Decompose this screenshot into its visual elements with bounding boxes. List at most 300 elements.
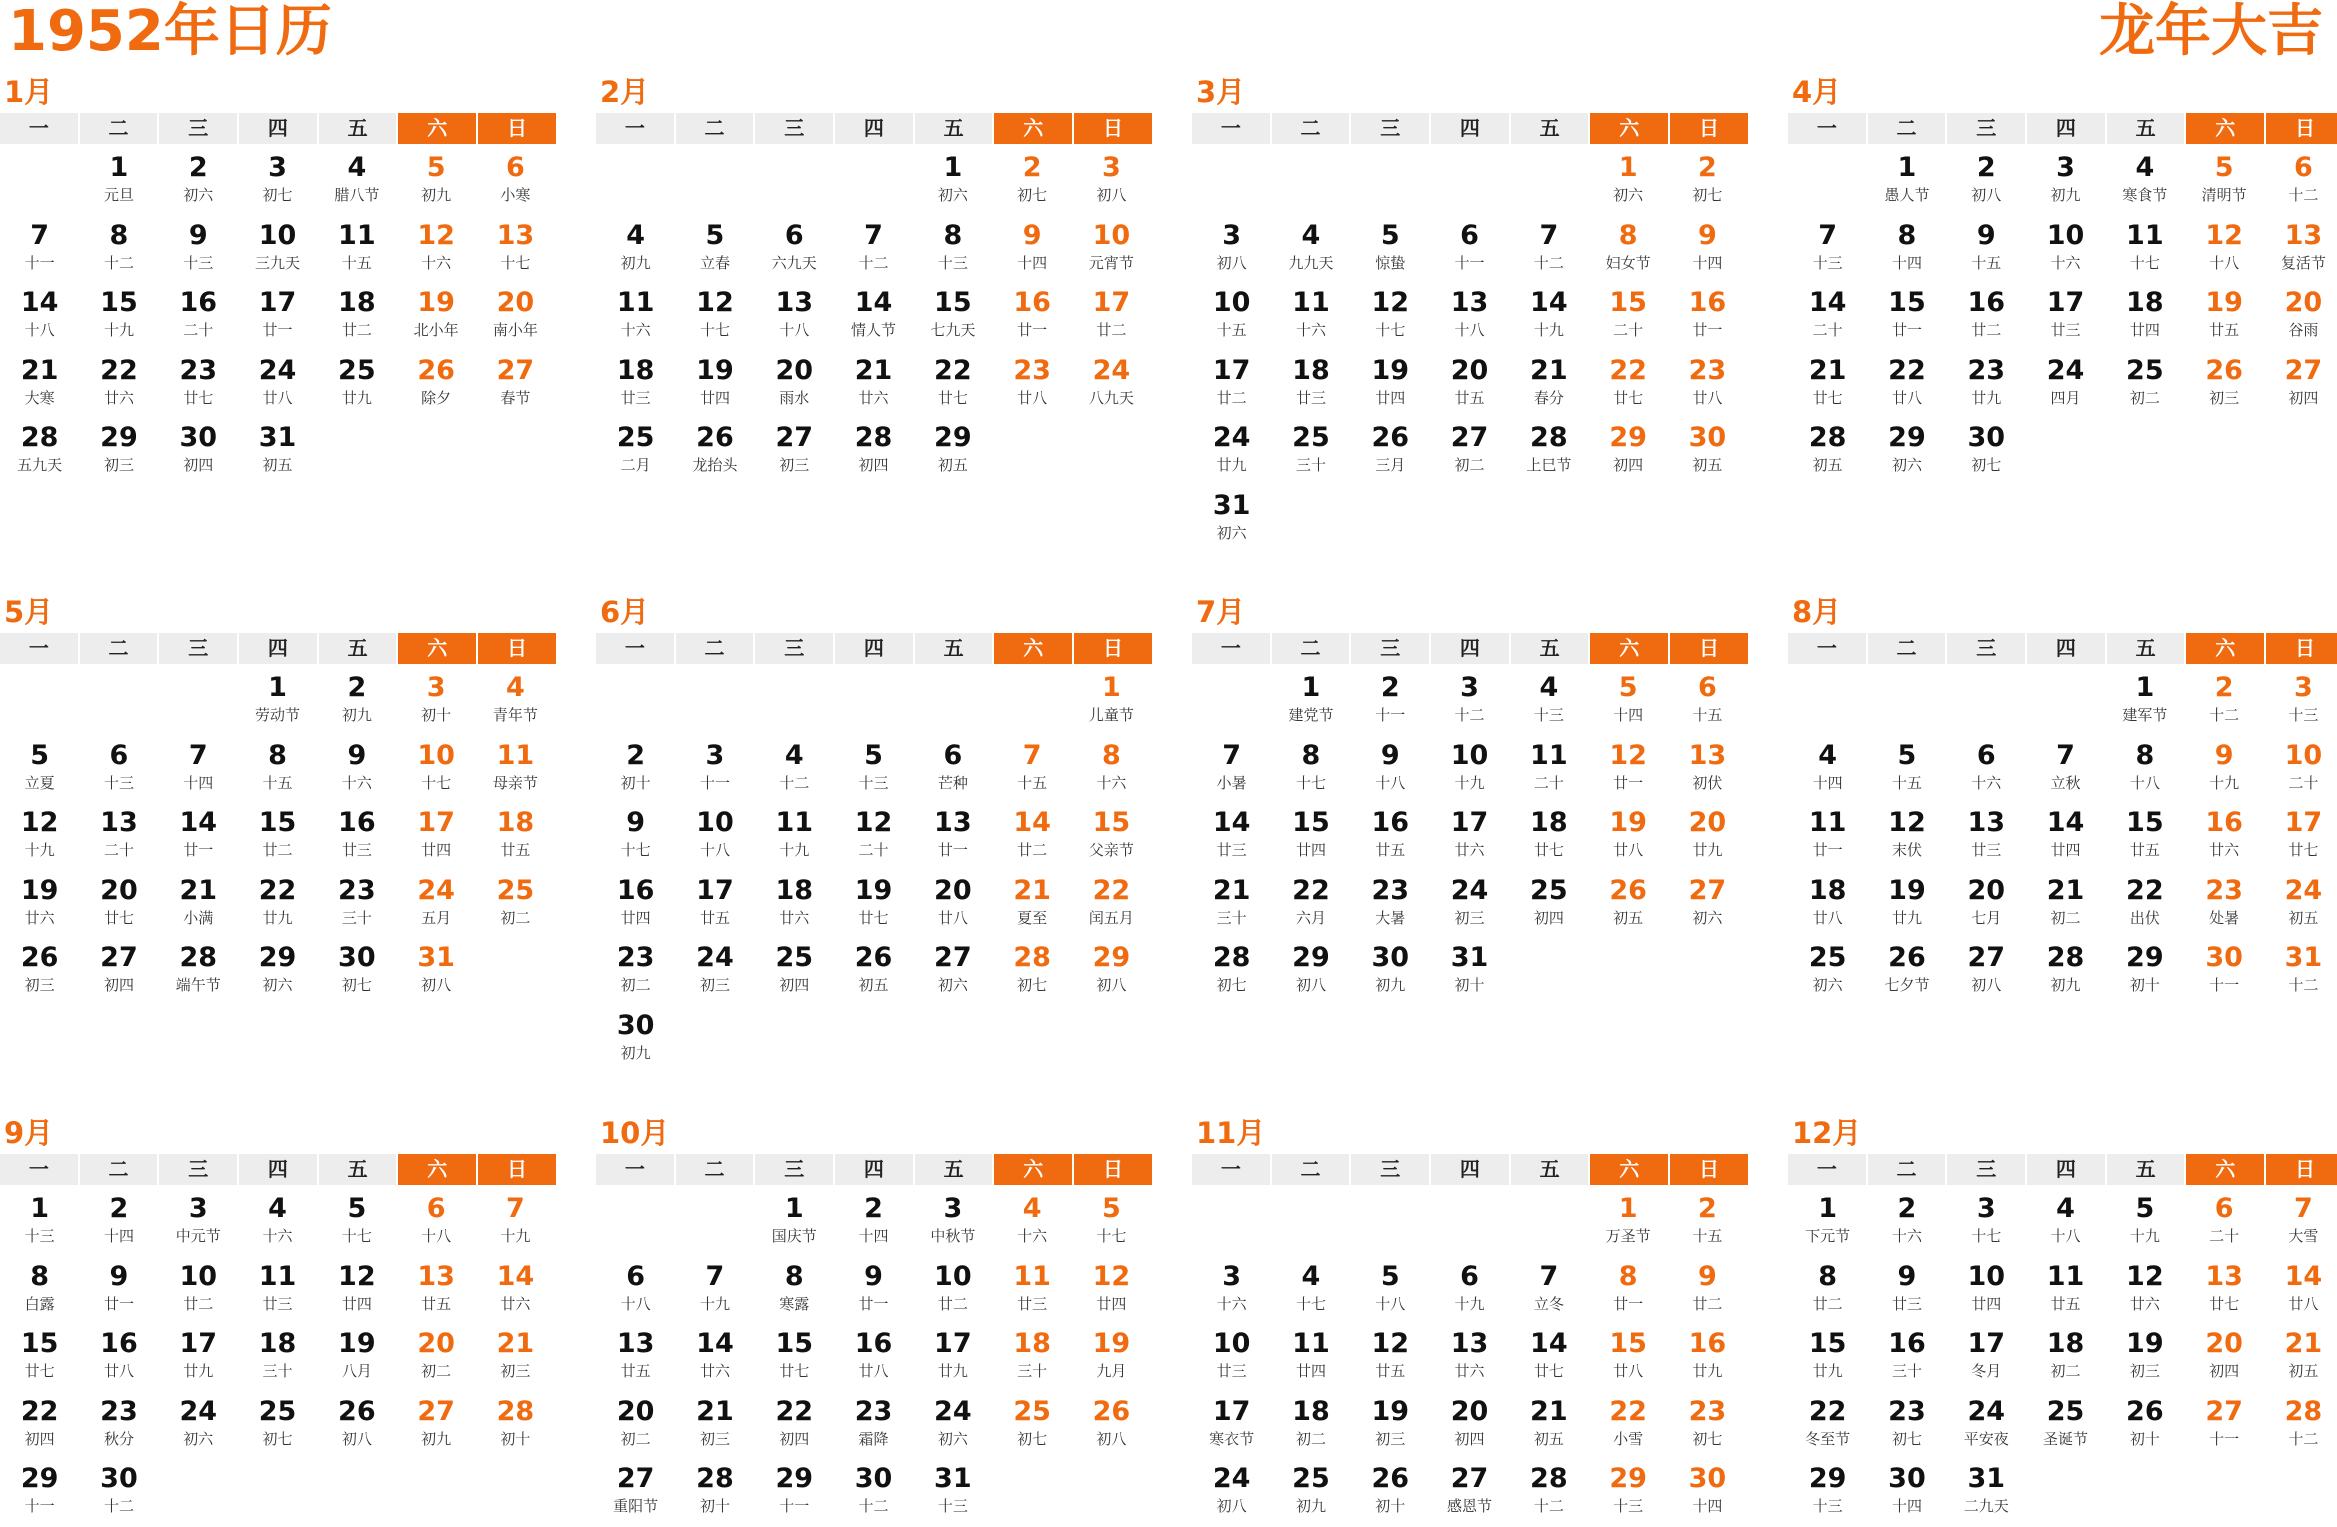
day-number: 16 [1371, 807, 1410, 838]
lunar-label: 廿八 [1613, 1362, 1644, 1380]
lunar-label: 建军节 [2122, 706, 2168, 724]
lunar-label: 廿五 [2209, 321, 2240, 339]
day-number: 10 [1450, 739, 1489, 771]
day-cell [159, 1324, 238, 1392]
lunar-label: 十三 [858, 773, 889, 792]
lunar-label: 秋分 [103, 1429, 134, 1448]
lunar-label: 廿六 [2209, 841, 2240, 859]
day-number: 10 [179, 1260, 218, 1292]
lunar-label: 初五 [2288, 1362, 2319, 1380]
lunar-label: 廿二 [262, 841, 293, 859]
day-cell [1072, 148, 1151, 216]
day-number: 3 [1976, 1193, 1996, 1224]
lunar-label: 廿三 [1971, 841, 2002, 859]
day-number: 3 [2056, 152, 2075, 183]
lunar-label: 初五 [858, 976, 889, 994]
day-number: 14 [1530, 1328, 1568, 1359]
day-number: 24 [258, 354, 297, 386]
day-number: 25 [1013, 1395, 1051, 1427]
day-cell [1351, 736, 1430, 804]
day-cell [1192, 871, 1271, 939]
day-number: 26 [854, 942, 893, 973]
day-number: 12 [1609, 739, 1647, 771]
day-number: 11 [1530, 739, 1568, 771]
day-cell [1588, 1459, 1667, 1527]
day-number: 22 [934, 354, 972, 386]
day-cell [1668, 871, 1747, 939]
empty-cell [1509, 148, 1588, 216]
day-number: 5 [426, 152, 446, 183]
day-number: 11 [1013, 1260, 1051, 1292]
day-cell [1509, 418, 1588, 486]
lunar-label: 中元节 [175, 1227, 221, 1245]
day-cell [317, 1392, 396, 1460]
day-number: 26 [417, 354, 455, 386]
day-cell [1271, 1392, 1350, 1460]
day-cell [0, 1392, 79, 1460]
day-cell [1509, 871, 1588, 939]
day-number: 7 [1539, 219, 1559, 251]
day-grid [0, 148, 555, 486]
day-number: 17 [1212, 1395, 1251, 1427]
lunar-label: 廿五 [620, 1362, 651, 1380]
lunar-label: 三十 [1295, 456, 1326, 474]
lunar-label: 十九 [1454, 773, 1485, 792]
lunar-label: 十六 [262, 1227, 293, 1245]
day-cell [1947, 1459, 2026, 1527]
day-number: 9 [1897, 1260, 1917, 1292]
lunar-label: 十八 [620, 1294, 651, 1313]
day-cell [1192, 1392, 1271, 1460]
day-number: 20 [2205, 1328, 2243, 1359]
day-cell [476, 351, 555, 419]
lunar-label: 初七 [1692, 1429, 1723, 1448]
day-number: 10 [2284, 739, 2323, 771]
day-number: 7 [2056, 739, 2075, 771]
lunar-label: 十九 [2209, 773, 2240, 792]
day-grid [1788, 668, 2337, 1006]
day-number: 9 [626, 807, 646, 838]
day-number: 7 [1022, 739, 1042, 771]
day-cell [1509, 1392, 1588, 1460]
day-number: 19 [338, 1328, 376, 1359]
day-cell [1588, 351, 1667, 419]
day-number: 18 [496, 807, 535, 838]
day-number: 23 [854, 1395, 893, 1427]
day-cell [79, 803, 158, 871]
day-number: 20 [496, 287, 535, 318]
day-cell [1788, 216, 1867, 284]
lunar-label: 廿九 [937, 1362, 968, 1380]
day-number: 19 [2126, 1328, 2164, 1359]
day-number: 4 [1818, 739, 1838, 771]
day-number: 30 [854, 1463, 893, 1494]
weekday-label: 五 [319, 113, 397, 144]
lunar-label: 初三 [779, 456, 810, 474]
day-cell [834, 736, 913, 804]
weekday-label: 五 [2107, 633, 2185, 664]
day-number: 12 [1888, 807, 1926, 838]
day-cell [1192, 351, 1271, 419]
empty-cell [755, 668, 834, 736]
day-cell [1271, 216, 1350, 284]
lunar-label: 冬至节 [1805, 1429, 1851, 1448]
day-cell [834, 283, 913, 351]
day-number: 29 [934, 422, 972, 453]
lunar-label: 廿八 [937, 908, 968, 927]
day-cell [1430, 803, 1509, 871]
lunar-label: 初三 [1454, 908, 1485, 927]
month-name: 8月 [1792, 595, 1842, 629]
day-cell [1430, 871, 1509, 939]
lunar-label: 二十 [183, 321, 214, 339]
day-cell [0, 736, 79, 804]
lunar-label: 廿一 [937, 841, 968, 859]
day-number: 12 [854, 807, 893, 838]
day-cell [476, 1392, 555, 1460]
day-number: 11 [258, 1260, 297, 1292]
weekday-header [596, 633, 1151, 664]
lunar-label: 龙抬头 [692, 456, 738, 474]
weekday-label: 日 [1670, 1154, 1748, 1185]
day-cell [1271, 1459, 1350, 1527]
day-number: 12 [417, 219, 455, 251]
weekday-label: 五 [915, 113, 993, 144]
lunar-label: 寒露 [779, 1294, 810, 1313]
lunar-label: 十六 [1216, 1294, 1247, 1313]
lunar-label: 廿一 [1891, 321, 1922, 339]
weekday-label: 日 [1074, 633, 1152, 664]
lunar-label: 初九 [1375, 976, 1406, 994]
lunar-label: 廿九 [1692, 841, 1723, 859]
weekday-label: 四 [239, 633, 317, 664]
day-number: 1 [268, 672, 287, 703]
lunar-label: 初五 [1613, 908, 1644, 927]
day-number: 18 [616, 354, 655, 386]
day-number: 29 [2126, 942, 2164, 973]
lunar-label: 廿一 [183, 841, 214, 859]
day-cell [2026, 938, 2105, 1006]
day-number: 26 [20, 942, 59, 973]
day-cell [1588, 736, 1667, 804]
weekday-label: 三 [1351, 113, 1429, 144]
day-number: 2 [626, 739, 646, 771]
lunar-label: 廿六 [779, 908, 810, 927]
lunar-label: 初八 [1216, 1497, 1247, 1515]
lunar-label: 廿四 [1375, 388, 1406, 407]
weekday-header [596, 1154, 1151, 1185]
lunar-label: 十九 [2129, 1227, 2160, 1245]
day-cell [0, 418, 79, 486]
lunar-label: 十七 [699, 321, 730, 339]
day-number: 2 [1022, 152, 1042, 183]
weekday-label: 六 [398, 633, 476, 664]
day-cell [317, 938, 396, 1006]
day-number: 27 [2284, 354, 2323, 386]
month-name: 4月 [1792, 75, 1842, 109]
day-cell [317, 1257, 396, 1325]
day-cell [1788, 1459, 1867, 1527]
lunar-label: 十四 [103, 1227, 134, 1245]
lunar-label: 春节 [500, 388, 531, 407]
lunar-label: 初五 [262, 456, 293, 474]
day-number: 23 [100, 1395, 138, 1427]
day-number: 8 [30, 1260, 50, 1292]
lunar-label: 十四 [1812, 773, 1843, 792]
lunar-label: 十三 [103, 773, 134, 792]
lunar-label: 廿一 [1692, 321, 1723, 339]
day-number: 21 [696, 1395, 734, 1427]
lunar-label: 初二 [620, 1429, 651, 1448]
day-number: 6 [943, 739, 963, 771]
day-number: 19 [1888, 874, 1926, 906]
slogan-title: 龙年大吉 [2099, 0, 2323, 64]
day-cell [1072, 351, 1151, 419]
empty-cell [834, 668, 913, 736]
day-cell [1271, 1324, 1350, 1392]
weekday-label: 一 [1192, 633, 1270, 664]
lunar-label: 二月 [620, 456, 651, 474]
month-name: 5月 [4, 595, 54, 629]
day-cell [238, 803, 317, 871]
day-cell [1588, 283, 1667, 351]
lunar-label: 除夕 [421, 388, 452, 407]
day-cell [1947, 803, 2026, 871]
lunar-label: 廿八 [103, 1362, 134, 1380]
day-cell [1430, 1257, 1509, 1325]
day-cell [1271, 736, 1350, 804]
lunar-label: 七月 [1971, 908, 2002, 927]
lunar-label: 廿五 [699, 908, 730, 927]
day-number: 20 [775, 354, 814, 386]
lunar-label: 二十 [1613, 321, 1644, 339]
day-cell [79, 871, 158, 939]
day-number: 21 [20, 354, 59, 386]
day-cell [596, 1392, 675, 1460]
weekday-header [1788, 633, 2337, 664]
weekday-label: 三 [755, 1154, 833, 1185]
lunar-label: 九九天 [1288, 253, 1334, 272]
day-number: 9 [1022, 219, 1042, 251]
lunar-label: 父亲节 [1088, 841, 1134, 859]
day-cell [992, 1392, 1071, 1460]
lunar-label: 初三 [699, 1429, 730, 1448]
lunar-label: 国庆节 [771, 1227, 817, 1245]
day-number: 15 [1808, 1328, 1847, 1359]
lunar-label: 十一 [2209, 976, 2240, 994]
day-cell [1271, 418, 1350, 486]
day-number: 13 [496, 219, 535, 251]
lunar-label: 廿七 [858, 908, 889, 927]
day-number: 26 [2126, 1395, 2164, 1427]
day-number: 5 [705, 219, 725, 251]
day-number: 20 [417, 1328, 455, 1359]
day-cell [675, 1257, 754, 1325]
weekday-label: 一 [0, 633, 78, 664]
day-number: 23 [1013, 354, 1051, 386]
day-cell [238, 871, 317, 939]
weekday-label: 六 [398, 113, 476, 144]
day-cell [1509, 803, 1588, 871]
weekday-label: 四 [239, 1154, 317, 1185]
day-cell [2184, 216, 2263, 284]
lunar-label: 十八 [2050, 1227, 2081, 1245]
lunar-label: 十七 [1375, 321, 1406, 339]
weekday-label: 二 [1272, 1154, 1350, 1185]
lunar-label: 初六 [183, 186, 214, 204]
lunar-label: 廿一 [262, 321, 293, 339]
day-cell [1867, 1257, 1946, 1325]
lunar-label: 情人节 [851, 321, 897, 339]
lunar-label: 夏至 [1017, 908, 1048, 927]
lunar-label: 十二 [2288, 1429, 2319, 1448]
day-number: 10 [2046, 219, 2085, 251]
day-number: 13 [1688, 739, 1727, 771]
day-number: 15 [1092, 807, 1131, 838]
lunar-label: 青年节 [492, 706, 538, 724]
month-block [1192, 1115, 1747, 1527]
day-cell [476, 1189, 555, 1257]
day-cell [1072, 283, 1151, 351]
day-cell [913, 1189, 992, 1257]
empty-cell [1788, 668, 1867, 736]
lunar-label: 廿四 [1096, 1294, 1127, 1313]
day-cell [2184, 1189, 2263, 1257]
lunar-label: 初二 [620, 976, 651, 994]
lunar-label: 初五 [1692, 456, 1723, 474]
day-cell [238, 1324, 317, 1392]
lunar-label: 八九天 [1088, 388, 1134, 407]
day-cell [2026, 1392, 2105, 1460]
weekday-label: 三 [755, 633, 833, 664]
lunar-label: 十五 [262, 773, 293, 792]
day-number: 16 [1688, 287, 1727, 318]
day-cell [396, 736, 475, 804]
day-number: 26 [696, 422, 734, 453]
day-number: 14 [496, 1260, 535, 1292]
weekday-label: 一 [1788, 1154, 1866, 1185]
day-number: 28 [20, 422, 59, 453]
day-cell [238, 736, 317, 804]
day-cell [1668, 351, 1747, 419]
lunar-label: 初伏 [1692, 773, 1723, 792]
day-cell [2105, 351, 2184, 419]
weekday-label: 二 [80, 1154, 158, 1185]
day-number: 23 [1371, 874, 1410, 906]
day-cell [834, 1392, 913, 1460]
day-cell [79, 736, 158, 804]
day-cell [913, 1324, 992, 1392]
lunar-label: 初六 [1692, 908, 1723, 927]
day-number: 20 [934, 874, 972, 906]
day-number: 30 [179, 422, 218, 453]
day-cell [0, 351, 79, 419]
empty-cell [1271, 1189, 1350, 1257]
weekday-label: 六 [2186, 113, 2264, 144]
day-cell [834, 1324, 913, 1392]
lunar-label: 三十 [1891, 1362, 1922, 1380]
empty-cell [1351, 1189, 1430, 1257]
day-cell [1788, 1392, 1867, 1460]
day-number: 13 [100, 807, 138, 838]
lunar-label: 二十 [1533, 773, 1564, 792]
lunar-label: 寒食节 [2122, 186, 2168, 204]
day-cell [476, 736, 555, 804]
day-number: 7 [1818, 219, 1838, 251]
month-name: 7月 [1196, 595, 1246, 629]
day-cell [2264, 351, 2337, 419]
day-cell [1271, 351, 1350, 419]
day-number: 3 [1222, 1260, 1242, 1292]
month-block [596, 1115, 1151, 1527]
month-block [1788, 1115, 2337, 1527]
day-number: 26 [2205, 354, 2243, 386]
lunar-label: 初九 [341, 706, 372, 724]
day-cell [834, 1257, 913, 1325]
day-cell [476, 871, 555, 939]
lunar-label: 初十 [2129, 976, 2160, 994]
lunar-label: 廿九 [1692, 1362, 1723, 1380]
day-number: 14 [696, 1328, 734, 1359]
day-number: 25 [1292, 1463, 1330, 1494]
day-cell [1947, 938, 2026, 1006]
day-cell [2105, 871, 2184, 939]
lunar-label: 十二 [103, 253, 134, 272]
lunar-label: 五月 [421, 908, 452, 927]
day-cell [913, 148, 992, 216]
day-cell [2105, 938, 2184, 1006]
day-cell [1192, 1324, 1271, 1392]
day-cell [396, 283, 475, 351]
day-cell [1588, 871, 1667, 939]
day-cell [2184, 803, 2263, 871]
day-cell [1509, 1324, 1588, 1392]
lunar-label: 愚人节 [1884, 186, 1930, 204]
day-cell [755, 1324, 834, 1392]
day-number: 22 [2126, 874, 2164, 906]
day-cell [1351, 1392, 1430, 1460]
weekday-label: 一 [1788, 633, 1866, 664]
day-cell [913, 216, 992, 284]
day-number: 2 [864, 1193, 883, 1224]
day-cell [159, 1189, 238, 1257]
lunar-label: 元旦 [103, 186, 134, 204]
lunar-label: 十三 [2288, 706, 2319, 724]
day-number: 22 [1092, 874, 1131, 906]
day-cell [2105, 736, 2184, 804]
day-cell [396, 871, 475, 939]
lunar-label: 七夕节 [1884, 976, 1930, 994]
day-number: 16 [1013, 287, 1051, 318]
day-cell [396, 216, 475, 284]
day-number: 8 [2135, 739, 2155, 771]
empty-cell [159, 668, 238, 736]
day-number: 8 [1618, 219, 1638, 251]
lunar-label: 初二 [2050, 908, 2081, 927]
day-number: 19 [417, 287, 455, 318]
weekday-label: 四 [835, 113, 913, 144]
day-number: 4 [1301, 219, 1321, 251]
day-cell [596, 1006, 675, 1074]
lunar-label: 初七 [1692, 186, 1723, 204]
lunar-label: 初八 [1295, 976, 1326, 994]
day-cell [159, 803, 238, 871]
lunar-label: 初三 [103, 456, 134, 474]
day-cell [1192, 283, 1271, 351]
empty-cell [2026, 668, 2105, 736]
day-cell [1668, 668, 1747, 736]
day-number: 3 [2294, 672, 2313, 703]
